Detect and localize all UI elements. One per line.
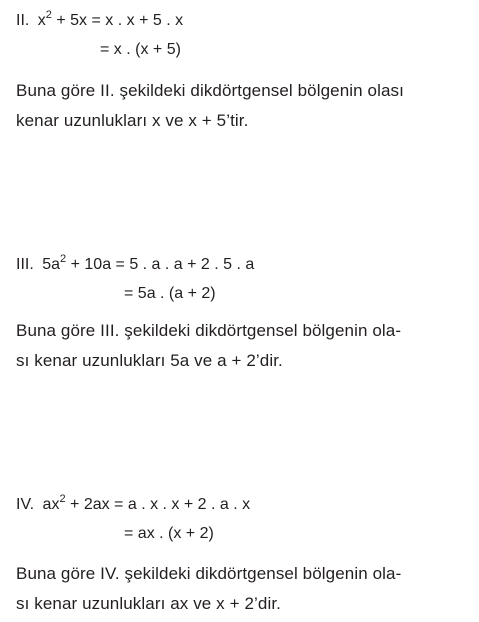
equation-rest: + 5x = x . x + 5 . x [51, 12, 184, 29]
section-label: II. [16, 12, 30, 29]
explanation-line-1: Buna göre III. şekildeki dikdörtgensel bölgenin ola- [16, 321, 402, 340]
equation-line-1 [16, 8, 184, 31]
section-label: III. [16, 256, 34, 273]
term: ax [42, 496, 60, 513]
exponent: 2 [45, 8, 52, 21]
equation-rest: + 2ax = a . x . x + 2 . a . x [65, 496, 251, 513]
explanation-line-2: kenar uzunlukları x ve x + 5’tir. [16, 111, 249, 130]
equation-result: = x . (x + 5) [100, 41, 181, 58]
explanation-line-1: Buna göre IV. şekildeki dikdörtgensel bölgenin ola- [16, 564, 402, 583]
explanation-line-2: sı kenar uzunlukları ax ve x + 2’dir. [16, 594, 281, 613]
equation-line-1 [16, 252, 255, 275]
term: x [37, 12, 46, 29]
equation-result: = ax . (x + 2) [124, 525, 214, 542]
equation-line-2 [124, 524, 214, 544]
equation-rest: + 10a = 5 . a . a + 2 . 5 . a [66, 256, 255, 273]
equation-line-2 [124, 284, 216, 304]
explanation-line-1: Buna göre II. şekildeki dikdörtgensel bölgenin olası [16, 81, 404, 100]
explanation-line-2: sı kenar uzunlukları 5a ve a + 2’dir. [16, 351, 283, 370]
section-label: IV. [16, 496, 35, 513]
equation-result: = 5a . (a + 2) [124, 285, 216, 302]
exponent: 2 [59, 492, 66, 505]
term: 5a [42, 256, 61, 273]
exponent: 2 [60, 252, 67, 265]
equation-line-1 [16, 492, 251, 515]
equation-line-2 [100, 40, 181, 60]
